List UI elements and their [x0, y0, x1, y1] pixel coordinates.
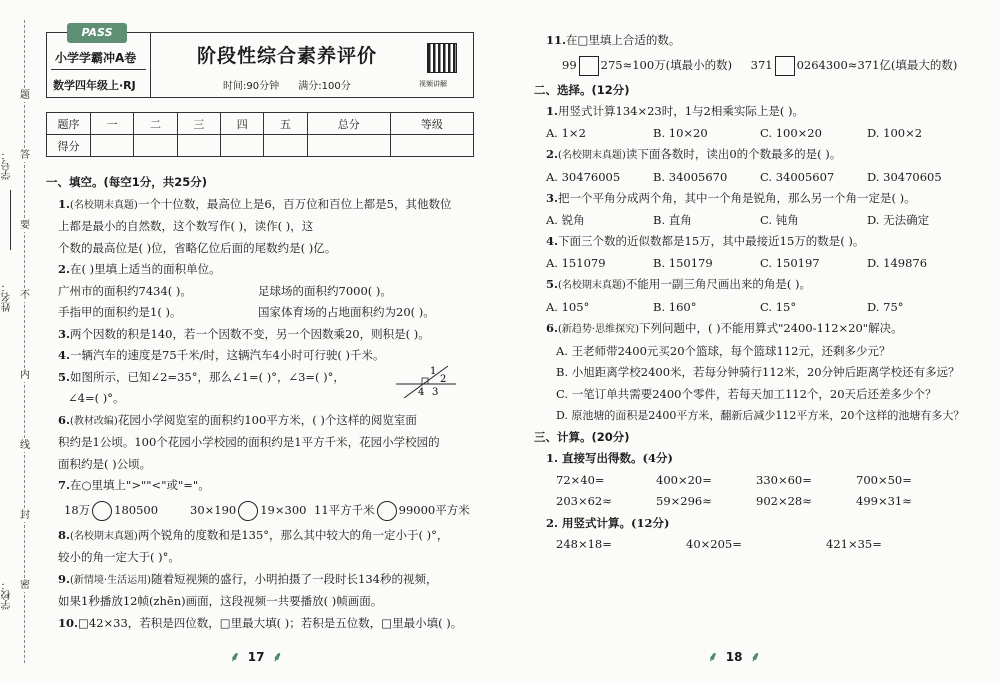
score-cell: 得分	[47, 135, 91, 157]
question-text: 读下面各数时，读出0的个数最多的是( )。	[625, 147, 842, 161]
question-text: 两个锐角的度数和是135°，那么其中较大的角一定小于( )°，	[137, 527, 449, 542]
exam-meta	[223, 77, 367, 92]
calc-item[interactable]: 203×62≈	[556, 494, 612, 508]
score-table	[46, 112, 474, 157]
question-number: 11.	[546, 33, 567, 47]
choice-question-6	[534, 318, 974, 341]
question-number: 10.	[58, 615, 79, 630]
fig-label: 4	[418, 387, 425, 398]
digit-prefix: 99	[562, 57, 577, 72]
score-cell: 四	[221, 113, 264, 135]
score-cell: 总分	[307, 113, 390, 135]
question-text: ∠4=( )°。	[68, 391, 125, 405]
score-cell: 一	[91, 113, 134, 135]
right-content	[534, 30, 974, 556]
question-text: 面积约是( )公顷。	[58, 456, 152, 471]
calc-item[interactable]: 400×20=	[656, 472, 712, 487]
score-input-cell[interactable]	[134, 135, 177, 157]
compare-circle-input[interactable]	[92, 501, 112, 521]
score-input-cell[interactable]	[264, 135, 307, 157]
choice-option[interactable]: D. 原池塘的面积是2400平方米，翻新后减少112平方米，20个这样的池塘有多大？	[556, 409, 965, 422]
question-2-row	[46, 302, 482, 324]
choice-options	[534, 167, 974, 189]
question-11-row	[534, 52, 974, 80]
question-number: 6.	[546, 321, 559, 335]
calc-subtitle: 1. 直接写出得数。(4分)	[546, 451, 673, 465]
question-text: 花园小学阅览室的面积约100平方米，( )个这样的阅览室面	[117, 412, 417, 427]
right-page	[500, 0, 1000, 683]
qr-label: 视频讲解	[419, 80, 447, 88]
question-number: 5.	[546, 277, 559, 291]
choice-option[interactable]: B. 直角	[653, 212, 692, 227]
page-number	[222, 647, 290, 665]
choice-option[interactable]: D. 75°	[867, 299, 904, 314]
question-text: 在( )里填上适当的面积单位。	[70, 262, 221, 276]
choice-question-5	[534, 274, 974, 297]
question-6	[46, 410, 482, 433]
question-text: 用竖式计算134×23时，1与2相乘实际上是( )。	[558, 104, 804, 118]
choice-option[interactable]: A. 105°	[546, 299, 590, 314]
question-7	[46, 475, 482, 497]
school-label: 学校：	[2, 580, 13, 610]
question-text: 手指甲的面积约是1( )。	[58, 305, 182, 319]
score-cell: 等级	[390, 113, 473, 135]
choice-option[interactable]: D. 100×2	[867, 125, 923, 140]
question-tag: (名校期末真题)	[558, 150, 626, 161]
score-cell: 二	[134, 113, 177, 135]
question-text: 如图所示，已知∠2=35°，那么∠1=( )°，∠3=( )°，	[70, 369, 345, 384]
question-tag: (新情境·生活运用)	[70, 574, 151, 586]
score-input-cell[interactable]	[91, 135, 134, 157]
margin-char: 要	[20, 220, 30, 231]
calc-row	[534, 534, 974, 556]
calc-row	[534, 470, 974, 492]
question-8	[46, 525, 482, 548]
choice-option[interactable]: C. 钝角	[760, 212, 799, 227]
divider	[51, 69, 146, 70]
fill-in-section	[46, 172, 482, 634]
sprig-icon: ⸙	[708, 650, 718, 665]
binding-margin	[0, 0, 34, 683]
score-value-row	[47, 135, 474, 157]
digit-box-input[interactable]	[775, 56, 795, 76]
score-input-cell[interactable]	[390, 135, 473, 157]
compare-circle-input[interactable]	[377, 501, 397, 521]
exam-header	[46, 26, 474, 98]
margin-char: 密	[20, 580, 30, 591]
digit-box-input[interactable]	[579, 56, 599, 76]
question-2-row	[46, 281, 482, 303]
compare-circle-input[interactable]	[238, 501, 258, 521]
digit-prefix: 371	[750, 57, 773, 72]
margin-char: 封	[20, 510, 30, 521]
question-tag: (教材改编)	[70, 415, 118, 427]
question-2	[46, 259, 482, 281]
score-cell: 三	[177, 113, 220, 135]
fig-label: 3	[432, 387, 439, 398]
compare-right: 180500	[114, 502, 159, 517]
brand-box	[47, 26, 151, 97]
section-title: 二、选择。(12分)	[534, 82, 630, 97]
question-number: 7.	[58, 478, 71, 492]
question-text: 不能用一副三角尺画出来的角是( )。	[625, 277, 811, 291]
page-number	[700, 647, 768, 665]
qr-code-icon[interactable]	[427, 43, 457, 73]
series-name: 小学学霸冲A卷	[55, 51, 137, 65]
question-number: 8.	[58, 527, 71, 542]
section-title: 一、填空。(每空1分，共25分)	[46, 175, 208, 189]
choice-option[interactable]: A. 1×2	[546, 125, 586, 140]
question-text: 下面三个数的近似数都是15万，其中最接近15万的数是( )。	[558, 234, 865, 248]
page-number-value: 17	[247, 650, 265, 664]
compare-right: 19×300	[260, 502, 307, 517]
compare-item	[314, 500, 470, 522]
question-tag: (名校期末真题)	[70, 199, 138, 211]
question-text: 上都是最小的自然数，这个数写作( )，读作( )，这	[58, 219, 314, 233]
digit-suffix: 275≈100万(填最小的数)	[600, 57, 733, 72]
student-id-label: 学号：	[2, 150, 13, 180]
sprig-icon: ⸙	[272, 650, 283, 665]
exam-title: 阶段性综合素养评价	[197, 45, 378, 67]
margin-char: 内	[20, 370, 30, 381]
name-label: 姓名：	[2, 282, 13, 312]
choice-option[interactable]: B. 34005670	[653, 169, 728, 184]
calc-subtitle: 2. 用竖式计算。(12分)	[546, 515, 670, 530]
question-9	[46, 569, 482, 592]
question-number: 4.	[58, 348, 71, 362]
compare-left: 11平方千米	[314, 502, 375, 517]
question-text: 国家体育场的占地面积约为20( )。	[258, 305, 435, 319]
calc-item[interactable]: 499×31≈	[856, 494, 912, 508]
question-text: 下列问题中，( )不能用算式"2400-112×20"解决。	[639, 321, 903, 335]
question-1	[46, 194, 482, 217]
question-number: 3.	[546, 191, 559, 205]
question-number: 2.	[58, 262, 71, 276]
fig-label: 1	[430, 366, 437, 377]
question-text: 把一个平角分成两个角，其中一个角是锐角，那么另一个角一定是( )。	[558, 191, 916, 205]
section-title: 三、计算。(20分)	[534, 429, 630, 444]
question-number: 2.	[546, 147, 559, 161]
sprig-icon: ⸙	[230, 650, 240, 665]
choice-question-4	[534, 231, 974, 253]
question-text: 一辆汽车的速度是75千米/时，这辆汽车4小时可行驶( )千米。	[70, 348, 385, 362]
choice-option[interactable]: D. 149876	[867, 255, 928, 270]
question-number: 5.	[58, 369, 71, 384]
score-input-cell[interactable]	[221, 135, 264, 157]
question-number: 4.	[546, 234, 559, 248]
subject-name: 数学四年级上·RJ	[53, 79, 136, 92]
margin-char: 答	[20, 150, 30, 161]
question-number: 9.	[58, 571, 71, 586]
question-text: 较小的角一定大于( )°。	[58, 550, 180, 564]
compare-item	[64, 500, 190, 522]
choice-option[interactable]: D. 无法确定	[867, 212, 930, 227]
compare-row	[46, 497, 482, 525]
calc-item[interactable]: 248×18=	[556, 537, 612, 551]
choice-question-2	[534, 144, 974, 167]
compare-left: 18万	[64, 502, 91, 517]
choice-option[interactable]: A. 151079	[546, 255, 606, 270]
sprig-icon: ⸙	[750, 650, 761, 665]
question-text: 随着短视频的盛行，小明拍摄了一段时长134秒的视频，	[151, 571, 438, 586]
question-text: 广州市的面积约7434( )。	[58, 283, 192, 298]
calc-item[interactable]: 421×35=	[826, 537, 882, 551]
choice-option[interactable]: C. 100×20	[760, 125, 822, 140]
compare-right: 99000平方米	[398, 502, 470, 517]
exam-time: 时间:90分钟	[223, 81, 280, 92]
question-text: 足球场的面积约7000( )。	[258, 283, 392, 298]
pass-logo: PASS	[67, 23, 127, 43]
fig-label: 2	[440, 374, 447, 385]
margin-char: 不	[20, 290, 30, 301]
calc-item[interactable]: 72×40=	[556, 472, 605, 487]
question-text: □42×33，若积是四位数，□里最大填( )；若积是五位数，□里最小填( )。	[78, 615, 463, 630]
digit-suffix: 0264300≈371亿(填最大的数)	[796, 57, 958, 72]
choice-option[interactable]: C. 15°	[760, 299, 797, 314]
question-text: 如果1秒播放12帧(zhēn)画面，这段视频一共要播放( )帧画面。	[58, 594, 383, 608]
question-11	[534, 30, 974, 52]
compare-left: 30×190	[190, 502, 237, 517]
choice-option[interactable]: C. 34005607	[760, 169, 835, 184]
question-number: 1.	[546, 104, 559, 118]
question-text: 个数的最高位是( )位，省略亿位后面的尾数约是( )亿。	[58, 240, 337, 255]
score-input-cell[interactable]	[307, 135, 390, 157]
margin-char: 线	[20, 440, 30, 451]
question-10	[46, 613, 482, 635]
choice-option[interactable]: B. 150179	[653, 255, 713, 270]
calc-row	[534, 491, 974, 513]
student-id-line[interactable]	[10, 190, 11, 250]
score-cell: 题序	[47, 113, 91, 135]
question-text: 两个因数的积是140，若一个因数不变，另一个因数乘20，则积是( )。	[70, 326, 430, 341]
question-number: 3.	[58, 326, 71, 341]
choice-option[interactable]: A. 30476005	[546, 169, 621, 184]
calc-item[interactable]: 59×296≈	[656, 494, 712, 508]
question-tag: (新趋势·思维探究)	[558, 324, 639, 335]
cut-line	[24, 20, 25, 663]
calc-item[interactable]: 330×60=	[756, 472, 812, 487]
choice-question-1	[534, 101, 974, 123]
choice-option[interactable]: A. 锐角	[546, 212, 585, 227]
question-text: 积约是1公顷。100个花园小学校园的面积约是1平方千米，花园小学校园的	[58, 435, 440, 449]
compare-item	[190, 500, 314, 522]
score-cell: 五	[264, 113, 307, 135]
choice-options	[534, 210, 974, 232]
choice-options	[534, 123, 974, 145]
choice-option[interactable]: C. 150197	[760, 255, 820, 270]
question-text: 在□里填上合适的数。	[566, 33, 681, 47]
question-text: 在○里填上">""<"或"="。	[70, 478, 210, 492]
calc-item[interactable]: 902×28≈	[756, 494, 812, 508]
choice-option[interactable]: B. 小旭距离学校2400米，若每分钟骑行112米，20分钟后距离学校还有多远？	[556, 365, 960, 379]
margin-char: 题	[20, 90, 30, 101]
question-tag: (名校期末真题)	[558, 280, 626, 291]
page-number-value: 18	[725, 650, 743, 664]
exam-full-score: 满分:100分	[298, 81, 351, 92]
calc-item[interactable]: 40×205=	[686, 537, 742, 551]
question-tag: (名校期末真题)	[70, 530, 138, 542]
score-input-cell[interactable]	[177, 135, 220, 157]
question-number: 1.	[58, 196, 71, 211]
choice-options	[534, 297, 974, 319]
choice-question-3	[534, 188, 974, 210]
question-3	[46, 324, 482, 346]
choice-option[interactable]: B. 10×20	[653, 125, 708, 140]
choice-option[interactable]: B. 160°	[653, 299, 697, 314]
angle-figure	[396, 364, 456, 398]
choice-option[interactable]: A. 王老师带2400元买20个篮球，每个篮球112元，还剩多少元？	[556, 343, 891, 358]
calc-item[interactable]: 700×50=	[856, 472, 912, 487]
question-number: 6.	[58, 412, 71, 427]
question-text: 一个十位数，最高位上是6，百万位和百位上都是5，其他数位	[137, 196, 452, 211]
choice-option[interactable]: D. 30470605	[867, 169, 942, 184]
score-header-row	[47, 113, 474, 135]
choice-options	[534, 253, 974, 275]
choice-option[interactable]: C. 一笔订单共需要2400个零件，若每天加工112个，20天后还差多少个？	[556, 386, 937, 401]
